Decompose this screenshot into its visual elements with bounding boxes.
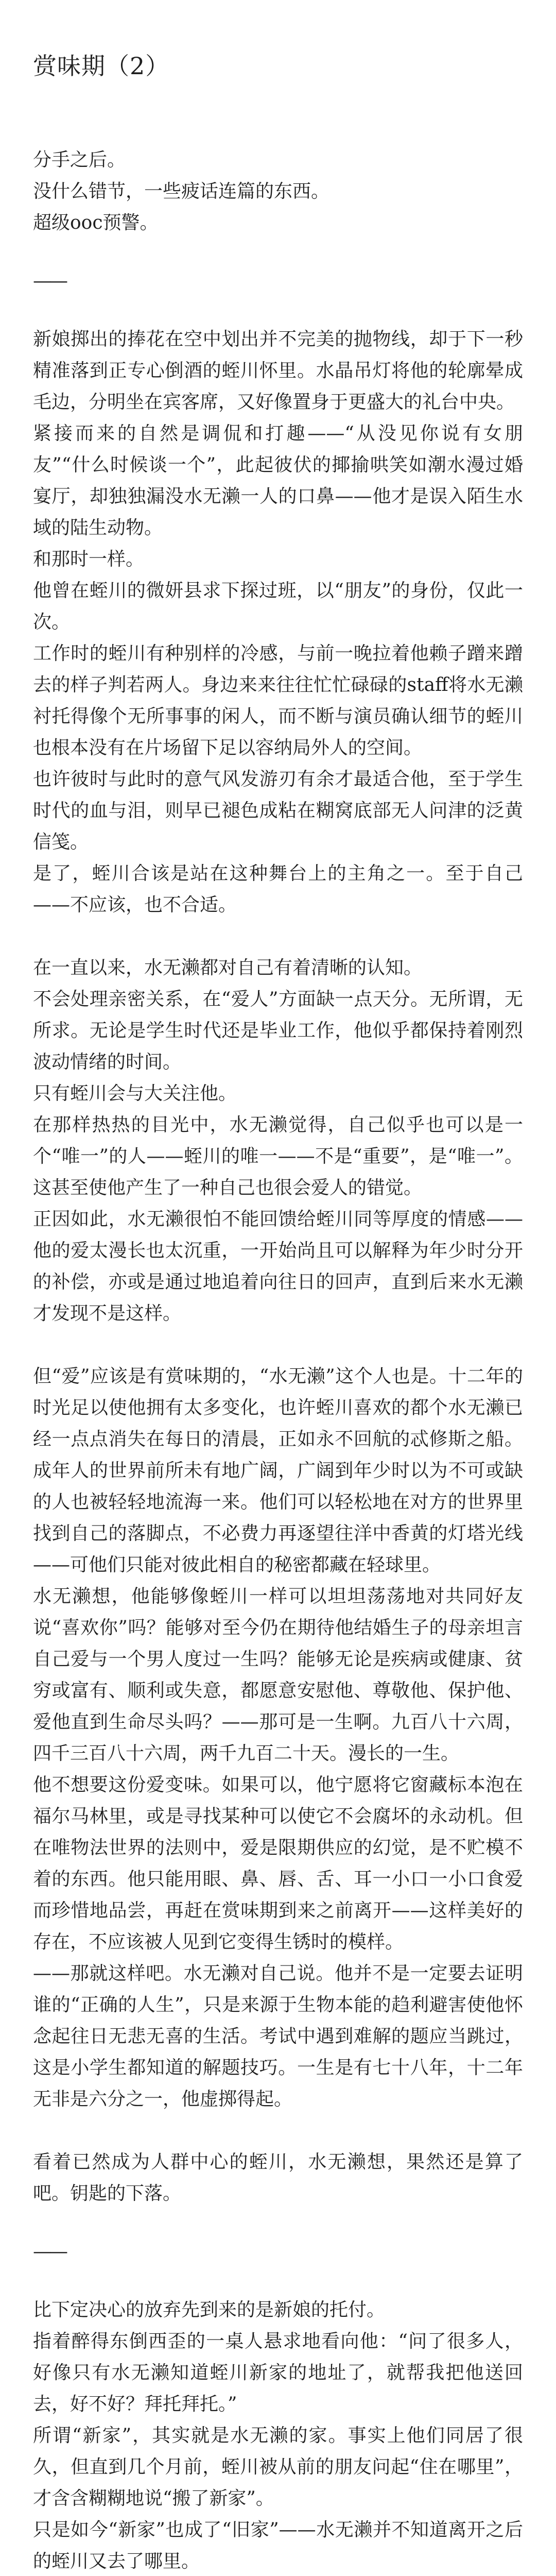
paragraph: 只有蛭川会与大关注他。 <box>33 1083 237 1104</box>
paragraph: 比下定决心的放弃先到来的是新娘的托付。 <box>33 2299 386 2320</box>
paragraph: 但“爱”应该是有赏味期的，“水无濑”这个人也是。十二年的时光足以使他拥有太多变化，也许蛭川喜欢的都个水无濑已经一点点消失在每日的清晨，正如永不回航的忒修斯之船。成年人的世界前所未有地广阔，广阔到年少时以为不可或缺的人也被轻轻地流海一来。他们可以轻松地在对方的世界里找到自己的落脚点，不必费力再逐望往洋中香黄的灯塔光线——可他们只能对彼此相自的秘密都藏在轻球里。 <box>33 1366 523 1575</box>
paragraph: 水无濑想，他能够像蛭川一样可以坦坦荡荡地对共同好友说“喜欢你”吗？能够对至今仍在期待他结婚生子的母亲坦言自己爱与一个男人度过一生吗？能够无论是疾病或健康、贫穷或富有、顺利或失意，都愿意安慰他、尊敬他、保护他、爱他直到生命尽头吗？——那可是一生啊。九百八十六周，四千三百八十六周，两千九百二十天。漫长的一生。 <box>33 1586 523 1764</box>
paragraph: 是了，蛭川合该是站在这种舞台上的主角之一。至于自己——不应该，也不合适。 <box>33 863 523 916</box>
paragraph: 没什么错节，一些疲话连篇的东西。 <box>33 181 330 202</box>
section-divider: —— <box>33 270 66 292</box>
paragraph: 新娘掷出的捧花在空中划出并不完美的抛物线，却于下一秒精准落到正专心倒酒的蛭川怀里。水晶吊灯将他的轮廓晕成毛边，分明坐在宾客席，又好像置身于更盛大的礼台中央。 <box>33 329 523 413</box>
paragraph: 看着已然成为人群中心的蛭川，水无濑想，果然还是算了吧。钥匙的下落。 <box>33 2151 523 2204</box>
paragraph: ——那就这样吧。水无濑对自己说。他并不是一定要去证明谁的“正确的人生”，只是来源于生物本能的趋利避害使他怀念起往日无悲无喜的生活。考试中遇到难解的题应当跳过，这是小学生都知道的解题技巧。一生是有七十八年，十二年无非是六分之一，他虚掷得起。 <box>33 1963 523 2110</box>
paragraph: 在一直以来，水无濑都对自己有着清晰的认知。 <box>33 957 423 978</box>
paragraph: 和那时一样。 <box>33 549 145 570</box>
paragraph: 不会处理亲密关系，在“爱人”方面缺一点天分。无所谓，无所求。无论是学生时代还是毕业工作，他似乎都保持着刚烈波动情绪的时间。 <box>33 989 523 1073</box>
section-divider: —— <box>33 2241 66 2262</box>
paragraph: 所谓“新家”，其实就是水无濑的家。事实上他们同居了很久，但直到几个月前，蛭川被从前的朋友问起“住在哪里”，才含含糊糊地说“搬了新家”。 <box>33 2425 523 2509</box>
paragraph: 工作时的蛭川有种别样的冷感，与前一晚拉着他赖子蹭来蹭去的样子判若两人。身边来来往往忙忙碌碌的staff将水无濑衬托得像个无所事事的闲人，而不断与演员确认细节的蛭川也根本没有在片场留下足以容纳局外人的空间。 <box>33 643 523 758</box>
paragraph: 紧接而来的自然是调侃和打趣——“从没见你说有女朋友”“什么时候谈一个”，此起彼伏的揶揄哄笑如潮水漫过婚宴厅，却独独漏没水无濑一人的口鼻——他才是误入陌生水域的陆生动物。 <box>33 423 523 538</box>
paragraph: 超级ooc预警。 <box>33 212 159 233</box>
paragraph: 他不想要这份爱变味。如果可以，他宁愿将它窗藏标本泡在福尔马林里，或是寻找某种可以使它不会腐坏的永动机。但在唯物法世界的法则中，爱是限期供应的幻觉，是不贮模不着的东西。他只能用眼、鼻、唇、舌、耳一小口一小口食爱而珍惜地品尝，再赶在赏味期到来之前离开——这样美好的存在，不应该被人见到它变得生锈时的模样。 <box>33 1774 523 1953</box>
paragraph: 也许彼时与此时的意气风发游刃有余才最适合他，至于学生时代的血与泪，则早已褪色成粘在糊窝底部无人问津的泛黄信笺。 <box>33 769 523 853</box>
paragraph: 正因如此，水无濑很怕不能回馈给蛭川同等厚度的情感——他的爱太漫长也太沉重，一开始尚且可以解释为年少时分开的补偿，亦或是通过地追着向往日的回声，直到后来水无濑才发现不是这样。 <box>33 1209 523 1324</box>
paragraph: 他曾在蛭川的微妍县求下探过班，以“朋友”的身份，仅此一次。 <box>33 580 523 633</box>
article-title: 赏味期（2） <box>33 52 170 80</box>
paragraph: 只是如今“新家”也成了“旧家”——水无濑并不知道离开之后的蛭川又去了哪里。 <box>33 2519 523 2572</box>
paragraph: 指着醉得东倒西歪的一桌人悬求地看向他：“问了很多人，好像只有水无濑知道蛭川新家的地址了，就帮我把他送回去，好不好？拜托拜托。” <box>33 2331 523 2415</box>
paragraph: 分手之后。 <box>33 149 126 171</box>
paragraph: 在那样热热的目光中，水无濑觉得，自己似乎也可以是一个“唯一”的人——蛭川的唯一——不是“重要”，是“唯一”。这甚至使他产生了一种自己也很会爱人的错觉。 <box>33 1114 523 1198</box>
